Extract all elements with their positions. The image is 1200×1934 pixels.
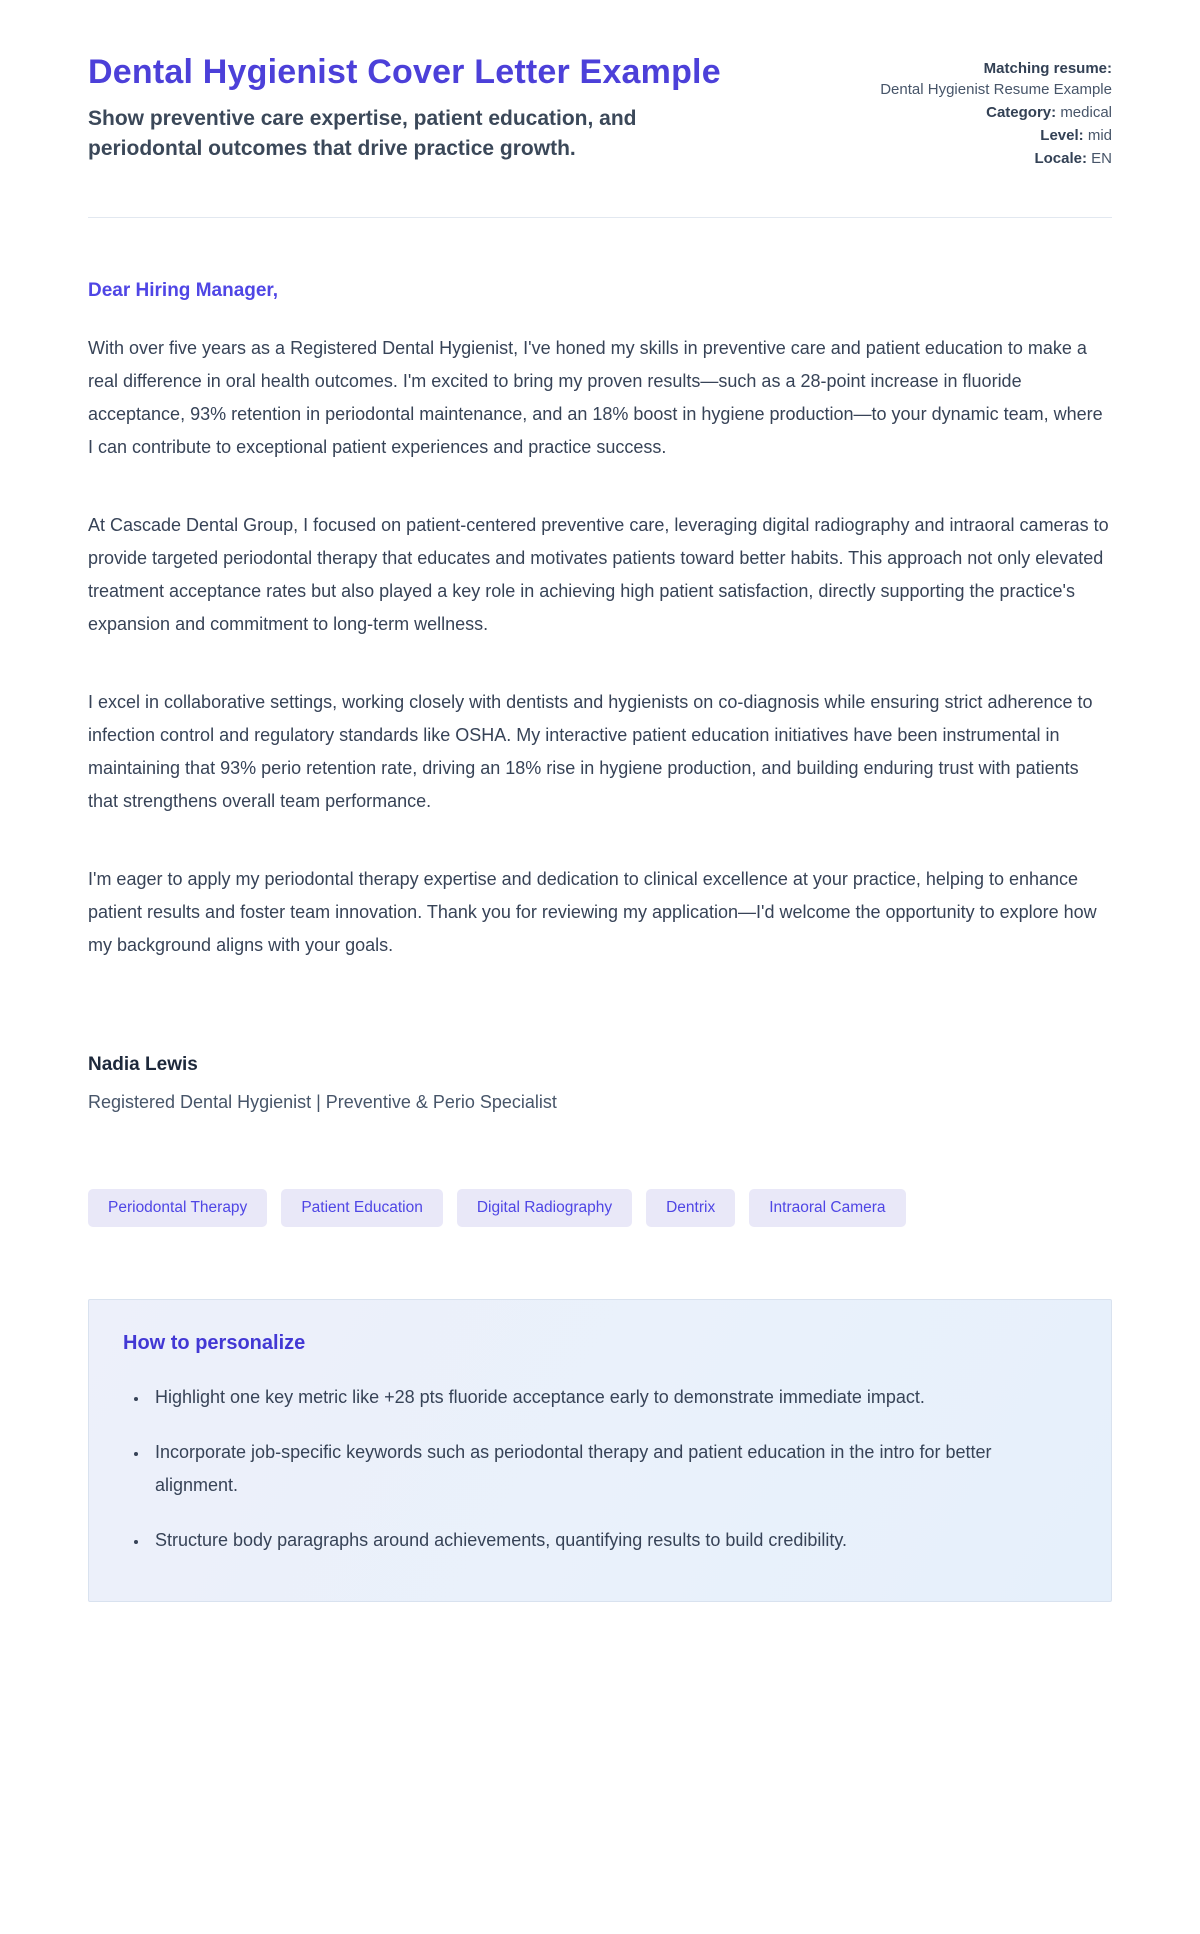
letter-paragraph-3: I excel in collaborative settings, working closely with dentists and hygienists on co-diagnosis while ensuring strict adherence to infection control and regulatory standards like OSHA. My interactive patient education initiatives have been instrumental in maintaining that 93% perio retention rate, driving an 18% rise in hygiene production, and building enduring trust with patients that strengthens overall team performance. [88, 692, 1093, 811]
skill-tag-periodontal-therapy[interactable]: Periodontal Therapy [88, 1189, 267, 1227]
header-title-block [88, 52, 721, 164]
signature-role: Registered Dental Hygienist | Preventive & Perio Specialist [88, 1092, 557, 1112]
category-label: Category: [986, 104, 1057, 121]
salutation: Dear Hiring Manager, [88, 280, 279, 301]
locale-label: Locale: [1034, 150, 1087, 167]
signature-name: Nadia Lewis [88, 1054, 198, 1075]
cover-letter [88, 280, 1112, 1113]
skill-tag-dentrix[interactable]: Dentrix [646, 1189, 735, 1227]
skill-tag-digital-radiography[interactable]: Digital Radiography [457, 1189, 632, 1227]
personalize-heading: How to personalize [123, 1331, 306, 1354]
header-divider [88, 217, 1112, 218]
letter-paragraph-1: With over five years as a Registered Dental Hygienist, I've honed my skills in preventive care and patient education to make a real difference in oral health outcomes. I'm excited to bring my proven results—such as a 28-point increase in fluoride acceptance, 93% retention in periodontal maintenance, and an 18% boost in hygiene production—to your dynamic team, where I can contribute to exceptional patient experiences and practice success. [88, 338, 1103, 457]
category-row [812, 102, 1112, 123]
level-value: mid [1087, 127, 1112, 144]
page-title: Dental Hygienist Cover Letter Example [88, 53, 721, 91]
skill-tag-patient-education[interactable]: Patient Education [281, 1189, 443, 1227]
personalize-tip-3: • Structure body paragraphs around achievements, quantifying results to build credibility. [149, 1524, 1049, 1557]
page-header [88, 52, 1112, 169]
matching-resume-link[interactable]: Dental Hygienist Resume Example [880, 81, 1112, 98]
skill-tags [88, 1189, 1112, 1227]
page-subtitle: Show preventive care expertise, patient education, and periodontal outcomes that drive practice growth. [88, 107, 637, 161]
skill-tag-intraoral-camera[interactable]: Intraoral Camera [749, 1189, 905, 1227]
matching-resume-label: Matching resume: [983, 60, 1112, 77]
personalize-tip-list [123, 1381, 1077, 1557]
personalize-tip-2: • Incorporate job-specific keywords such as periodontal therapy and patient education in the intro for better alignment. [149, 1436, 1049, 1502]
locale-value: EN [1091, 150, 1112, 167]
personalize-box [88, 1299, 1112, 1602]
matching-resume-label-row [812, 58, 1112, 79]
letter-paragraph-4: I'm eager to apply my periodontal therapy expertise and dedication to clinical excellence at your practice, helping to enhance patient results and foster team innovation. Thank you for reviewing my application—I'd welcome the opportunity to explore how my background aligns with your goals. [88, 869, 1097, 955]
category-value: medical [1060, 104, 1112, 121]
level-row [812, 125, 1112, 146]
personalize-tip-1: • Highlight one key metric like +28 pts fluoride acceptance early to demonstrate immediate impact. [149, 1381, 1049, 1414]
locale-row [812, 148, 1112, 169]
letter-paragraph-2: At Cascade Dental Group, I focused on patient-centered preventive care, leveraging digital radiography and intraoral cameras to provide targeted periodontal therapy that educates and motivates patients toward better habits. This approach not only elevated treatment acceptance rates but also played a key role in achieving high patient satisfaction, directly supporting the practice's expansion and commitment to long-term wellness. [88, 515, 1109, 634]
level-label: Level: [1040, 127, 1084, 144]
meta-panel [812, 52, 1112, 169]
